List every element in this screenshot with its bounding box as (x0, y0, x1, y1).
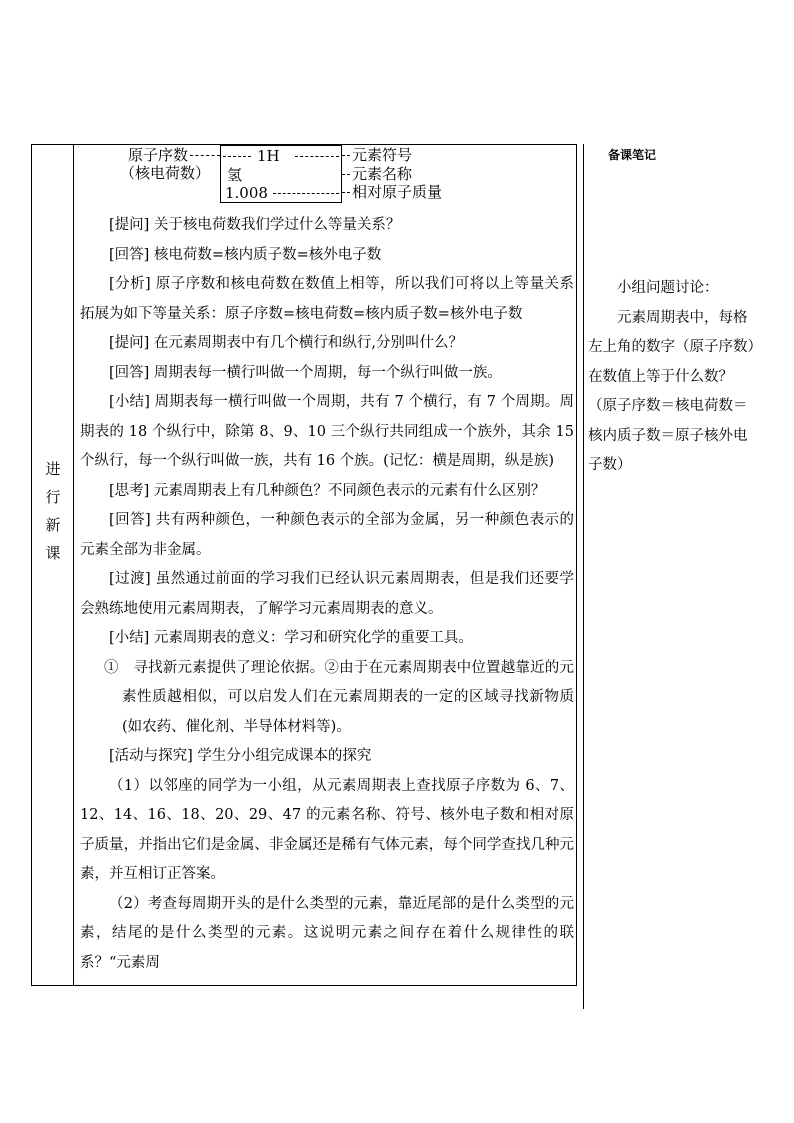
section-label: 进 行 新 课 (45, 460, 61, 562)
notes-text: 元素周期表中，每格左上角的数字（原子序数）在数值上等于什么数？（原子序数＝核电荷数＝核内质子数＝原子核外电子数） (588, 309, 755, 473)
paragraph: [活动与探究] 学生分小组完成课本的探究 (109, 748, 372, 764)
notes-divider (583, 144, 584, 1009)
atomic-mass-value: 1.008 (225, 184, 268, 202)
notes-title: 备课笔记 (608, 148, 657, 162)
paragraph: [思考] 元素周期表上有几种颜色？不同颜色表示的元素有什么区别？ (109, 482, 546, 499)
notes-heading: 小组问题讨论： (617, 280, 719, 296)
paragraph: [分析] 原子序数和核电荷数在数值上相等，所以我们可将以上等量关系拓展为如下等量关系：原子序数=核电荷数=核内质子数=核外电子数 (80, 276, 574, 322)
atomic-mass-label: 相对原子质量 (352, 183, 443, 201)
dash-line (342, 155, 350, 156)
dash-line (190, 155, 220, 156)
dash-line (273, 193, 339, 194)
paragraph: [过渡] 虽然通过前面的学习我们已经认识元素周期表，但是我们还要学会熟练地使用元素周期表，了解学习元素周期表的意义。 (80, 571, 574, 617)
lesson-table (31, 144, 577, 986)
dash-line (342, 192, 350, 193)
lesson-content (80, 145, 574, 978)
nuclear-charge-label: （核电荷数） (120, 164, 211, 182)
list-item: ① 寻找新元素提供了理论依据。②由于在元素周期表中位置越靠近的元素性质越相似，可以启发人们在元素周期表的一定的区域寻找新物质(如农药、催化剂、半导体材料等)。 (104, 659, 574, 735)
dash-line (295, 156, 339, 157)
paragraph: [回答] 周期表每一横行叫做一个周期，每一个纵行叫做一族。 (109, 364, 502, 381)
paragraph: [提问] 在元素周期表中有几个横行和纵行,分别叫什么？ (109, 335, 464, 351)
section-column (32, 145, 74, 985)
paragraph: [提问] 关于核电荷数我们学过什么等量关系？ (109, 217, 401, 233)
element-name-value: 氢 (227, 166, 243, 184)
element-symbol-value: 1H (257, 147, 280, 165)
element-symbol-label: 元素符号 (352, 146, 413, 164)
dash-line (342, 174, 350, 175)
element-diagram (80, 145, 574, 211)
element-name-label: 元素名称 (352, 165, 413, 183)
paragraph: [回答] 核电荷数=核内质子数=核外电子数 (109, 246, 382, 263)
paragraph: （2）考查每周期开头的是什么类型的元素，靠近尾部的是什么类型的元素，结尾的是什么类型的元素。这说明元素之间存在着什么规律性的联系？“元素周 (80, 895, 574, 971)
element-box (220, 145, 342, 203)
notes-body (588, 274, 760, 481)
dash-line (223, 156, 251, 157)
paragraph: [小结] 元素周期表的意义：学习和研究化学的重要工具。 (109, 630, 473, 646)
paragraph: [回答] 共有两种颜色，一种颜色表示的全部为金属，另一种颜色表示的元素全部为非金属。 (80, 512, 574, 558)
paragraph: [小结] 周期表每一横行叫做一个周期，共有 7 个横行，有 7 个周期。周期表的 18 个纵行中，除第 8、9、10 三个纵行共同组成一个族外，其余 15 个纵行，每一个纵行叫做一族，共有 16 个族。(记忆：横是周期，纵是族) (80, 394, 574, 469)
paragraph: （1）以邻座的同学为一小组，从元素周期表上查找原子序数为 6、7、12、14、16、18、20、29、47 的元素名称、符号、核外电子数和相对原子质量，并指出它们是金属、非金属还是稀有气体元素，每个同学查找几种元素，并互相订正答案。 (80, 777, 574, 882)
atomic-number-label: 原子序数 (128, 146, 189, 164)
